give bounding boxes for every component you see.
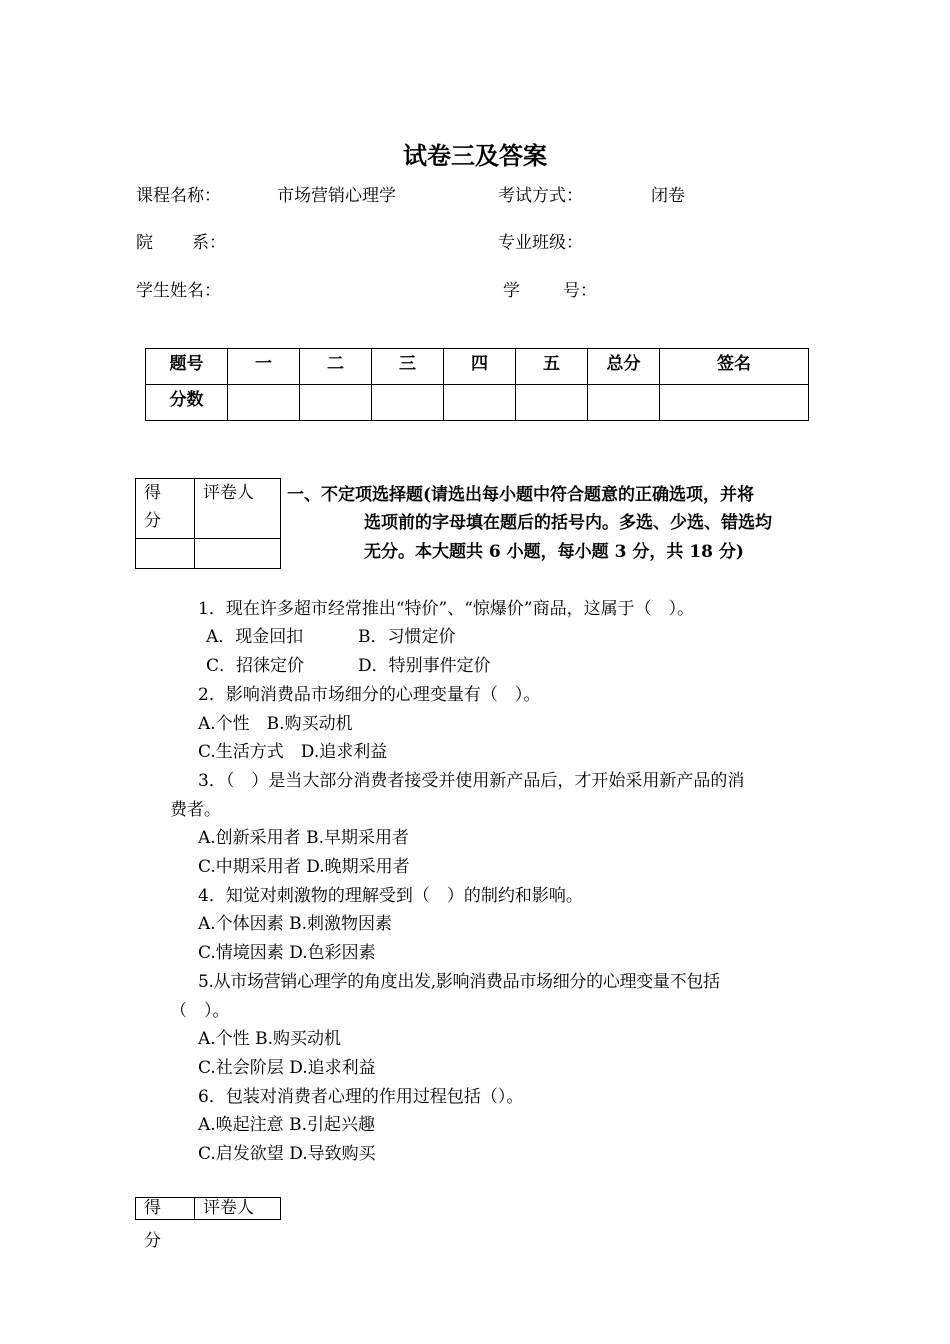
student-id-label-part1: 学 <box>503 281 520 301</box>
grader-box-2 <box>135 1197 281 1220</box>
student-name-label: 学生姓名： <box>136 281 221 301</box>
exam-mode-value: 闭卷 <box>651 186 685 206</box>
question-2-options-ab: A.个性 B.购买动机 <box>198 714 353 734</box>
question-5-options-ab: A.个性 B.购买动机 <box>198 1029 341 1049</box>
question-1-option-a: A．现金回扣 <box>206 627 304 647</box>
question-1-stem: 1．现在许多超市经常推出“特价”、“惊爆价”商品，这属于（ ）。 <box>198 599 695 619</box>
score-header-cell: 题号 <box>146 349 228 385</box>
dept-label-part1: 院 <box>136 233 153 253</box>
score-table-score-row <box>146 385 809 421</box>
grader-label-cell-2: 评卷人 <box>195 1198 281 1220</box>
course-label: 课程名称： <box>136 186 221 206</box>
question-1-option-b: B．习惯定价 <box>358 627 456 647</box>
page-title: 试卷三及答案 <box>403 141 547 170</box>
question-4-options-ab: A.个体因素 B.刺激物因素 <box>198 914 392 934</box>
score-table <box>145 348 809 421</box>
signature-cell[interactable] <box>660 385 809 421</box>
question-6-options-cd: C.启发欲望 D.导致购买 <box>198 1144 376 1164</box>
grader-label-cell: 评卷人 <box>195 479 281 539</box>
question-3-options-cd: C.中期采用者 D.晚期采用者 <box>198 857 410 877</box>
section1-heading: 一、不定项选择题(请选出每小题中符合题意的正确选项，并将 <box>287 485 755 505</box>
score-row-label: 分数 <box>146 385 228 421</box>
score-cell[interactable] <box>228 385 300 421</box>
score-label-cell <box>136 479 195 539</box>
question-4-stem: 4．知觉对刺激物的理解受到（ ）的制约和影响。 <box>198 886 583 906</box>
course-value: 市场营销心理学 <box>277 186 396 206</box>
score-header-cell: 四 <box>444 349 516 385</box>
question-3-options-ab: A.创新采用者 B.早期采用者 <box>198 828 409 848</box>
question-6-options-ab: A.唤起注意 B.引起兴趣 <box>198 1115 375 1135</box>
class-label: 专业班级： <box>498 233 583 253</box>
score-label-part1: 得 <box>144 483 161 503</box>
student-id-label-part2: 号： <box>563 281 597 301</box>
score-input-cell[interactable] <box>136 539 195 569</box>
score-label-part2-2: 分 <box>144 1231 161 1251</box>
score-cell[interactable] <box>372 385 444 421</box>
score-cell[interactable] <box>588 385 660 421</box>
score-cell[interactable] <box>300 385 372 421</box>
question-3-stem: 3．（ ）是当大部分消费者接受并使用新产品后，才开始采用新产品的消 <box>198 771 745 791</box>
grader-input-cell[interactable] <box>195 539 281 569</box>
section1-instructions-line2: 选项前的字母填在题后的括号内。多选、少选、错选均 <box>364 513 772 533</box>
score-header-cell: 三 <box>372 349 444 385</box>
dept-label-part2: 系： <box>192 233 226 253</box>
score-header-cell: 二 <box>300 349 372 385</box>
score-header-cell: 一 <box>228 349 300 385</box>
exam-mode-label: 考试方式： <box>498 186 583 206</box>
score-table-header-row <box>146 349 809 385</box>
question-5-options-cd: C.社会阶层 D.追求利益 <box>198 1058 376 1078</box>
score-cell[interactable] <box>516 385 588 421</box>
question-2-options-cd: C.生活方式 D.追求利益 <box>198 742 388 762</box>
question-1-option-d: D．特别事件定价 <box>358 656 491 676</box>
score-header-cell: 五 <box>516 349 588 385</box>
question-5-stem-continued: （ ）。 <box>170 1001 230 1021</box>
section1-instructions-line3: 无分。本大题共 6 小题，每小题 3 分，共 18 分) <box>364 542 744 562</box>
question-4-options-cd: C.情境因素 D.色彩因素 <box>198 943 376 963</box>
score-cell[interactable] <box>444 385 516 421</box>
question-3-stem-continued: 费者。 <box>170 800 221 820</box>
score-label-part2: 分 <box>144 511 161 531</box>
grader-box <box>135 478 281 569</box>
score-header-cell: 总分 <box>588 349 660 385</box>
score-label-cell-2: 得 <box>136 1198 195 1220</box>
question-1-option-c: C．招徕定价 <box>206 656 305 676</box>
question-2-stem: 2．影响消费品市场细分的心理变量有（ ）。 <box>198 685 541 705</box>
question-5-stem: 5.从市场营销心理学的角度出发,影响消费品市场细分的心理变量不包括 <box>198 972 720 992</box>
question-6-stem: 6．包装对消费者心理的作用过程包括（）。 <box>198 1087 524 1107</box>
score-header-cell: 签名 <box>660 349 809 385</box>
